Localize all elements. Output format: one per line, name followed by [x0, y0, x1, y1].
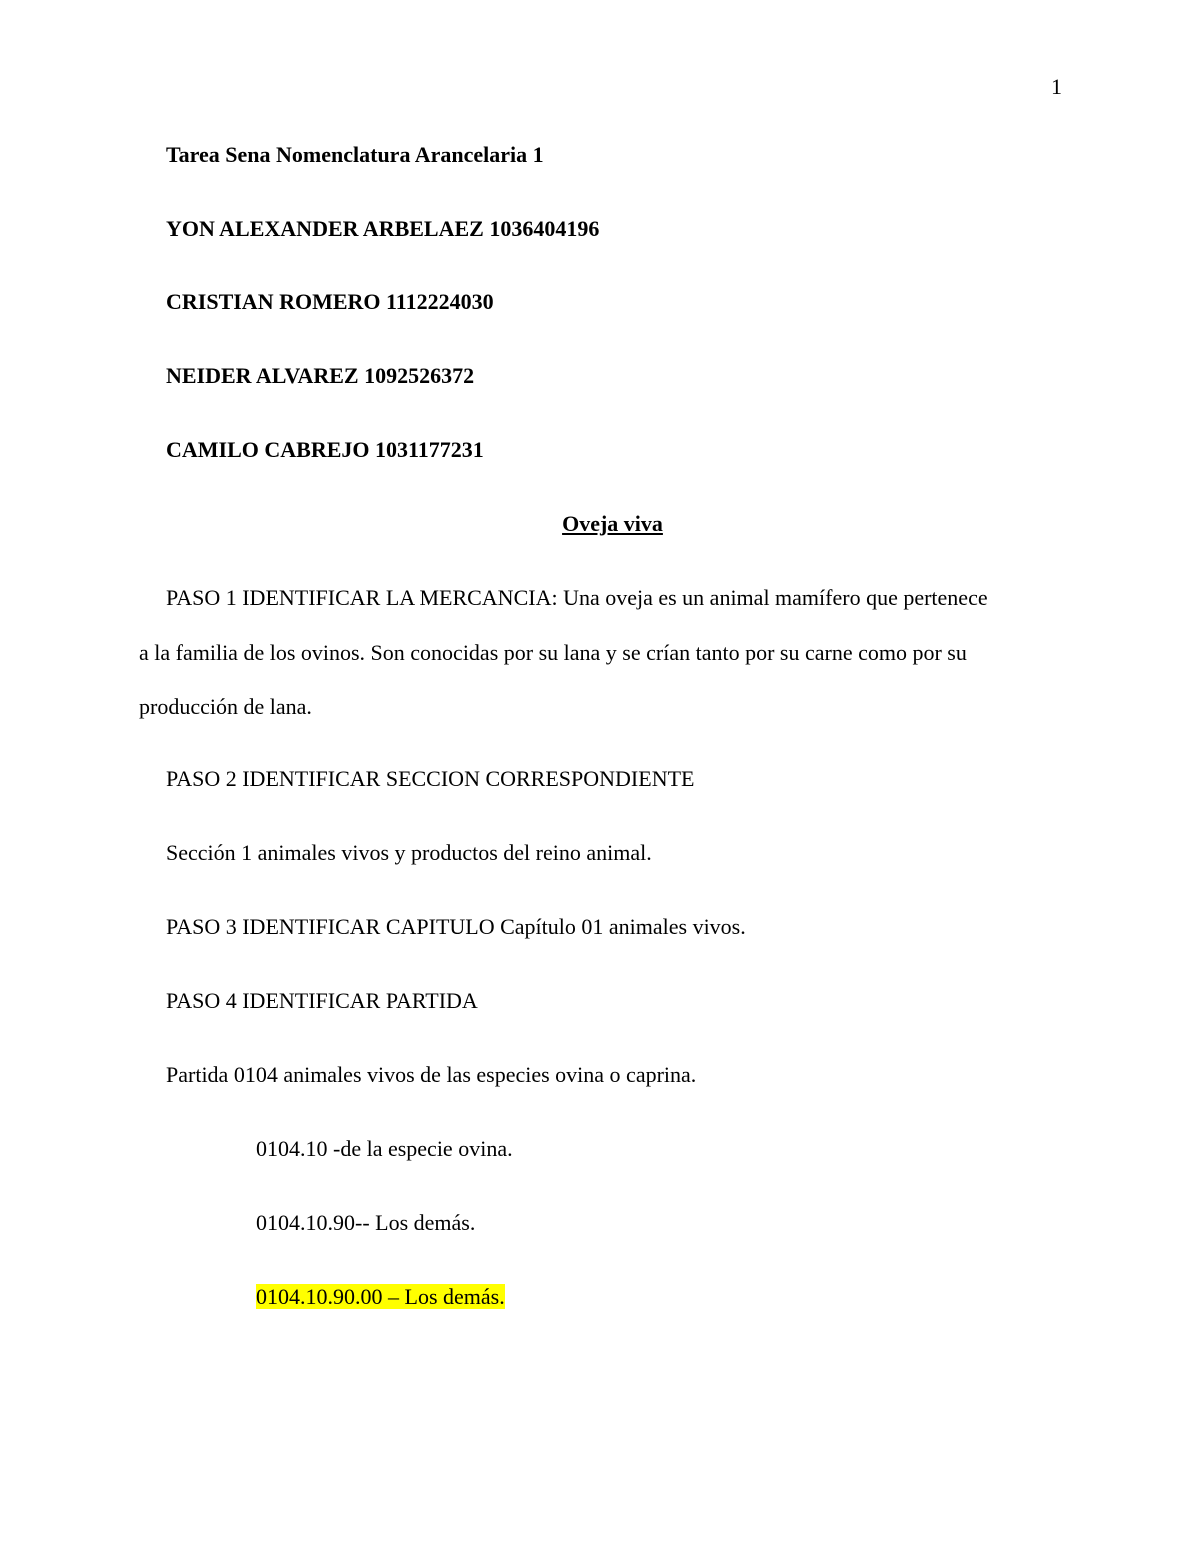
- paso4-heading: PASO 4 IDENTIFICAR PARTIDA: [166, 988, 478, 1013]
- seccion-text: Sección 1 animales vivos y productos del reino animal.: [166, 840, 652, 865]
- paso1-line: producción de lana.: [139, 694, 312, 719]
- paso1-line: a la familia de los ovinos. Son conocidas por su lana y se crían tanto por su carne como por su: [139, 640, 967, 665]
- subpartida-line: 0104.10 -de la especie ovina.: [256, 1136, 513, 1161]
- paso1-line: PASO 1 IDENTIFICAR LA MERCANCIA: Una oveja es un animal mamífero que pertenece: [166, 585, 988, 610]
- final-code-line: [256, 1284, 505, 1310]
- author-line: NEIDER ALVAREZ 1092526372: [166, 363, 475, 388]
- partida-text: Partida 0104 animales vivos de las especies ovina o caprina.: [166, 1062, 697, 1087]
- section-title: Oveja viva: [562, 511, 663, 536]
- paso3-heading: PASO 3 IDENTIFICAR CAPITULO Capítulo 01 animales vivos.: [166, 914, 746, 939]
- author-line: CRISTIAN ROMERO 1112224030: [166, 289, 494, 314]
- paso2-heading: PASO 2 IDENTIFICAR SECCION CORRESPONDIENTE: [166, 766, 695, 791]
- document-title: Tarea Sena Nomenclatura Arancelaria 1: [166, 142, 544, 167]
- page-number: 1: [1051, 74, 1062, 99]
- author-line: YON ALEXANDER ARBELAEZ 1036404196: [166, 216, 600, 241]
- author-line: CAMILO CABREJO 1031177231: [166, 437, 484, 462]
- subpartida-line: 0104.10.90-- Los demás.: [256, 1210, 476, 1235]
- final-code-highlight: 0104.10.90.00 – Los demás.: [256, 1284, 505, 1309]
